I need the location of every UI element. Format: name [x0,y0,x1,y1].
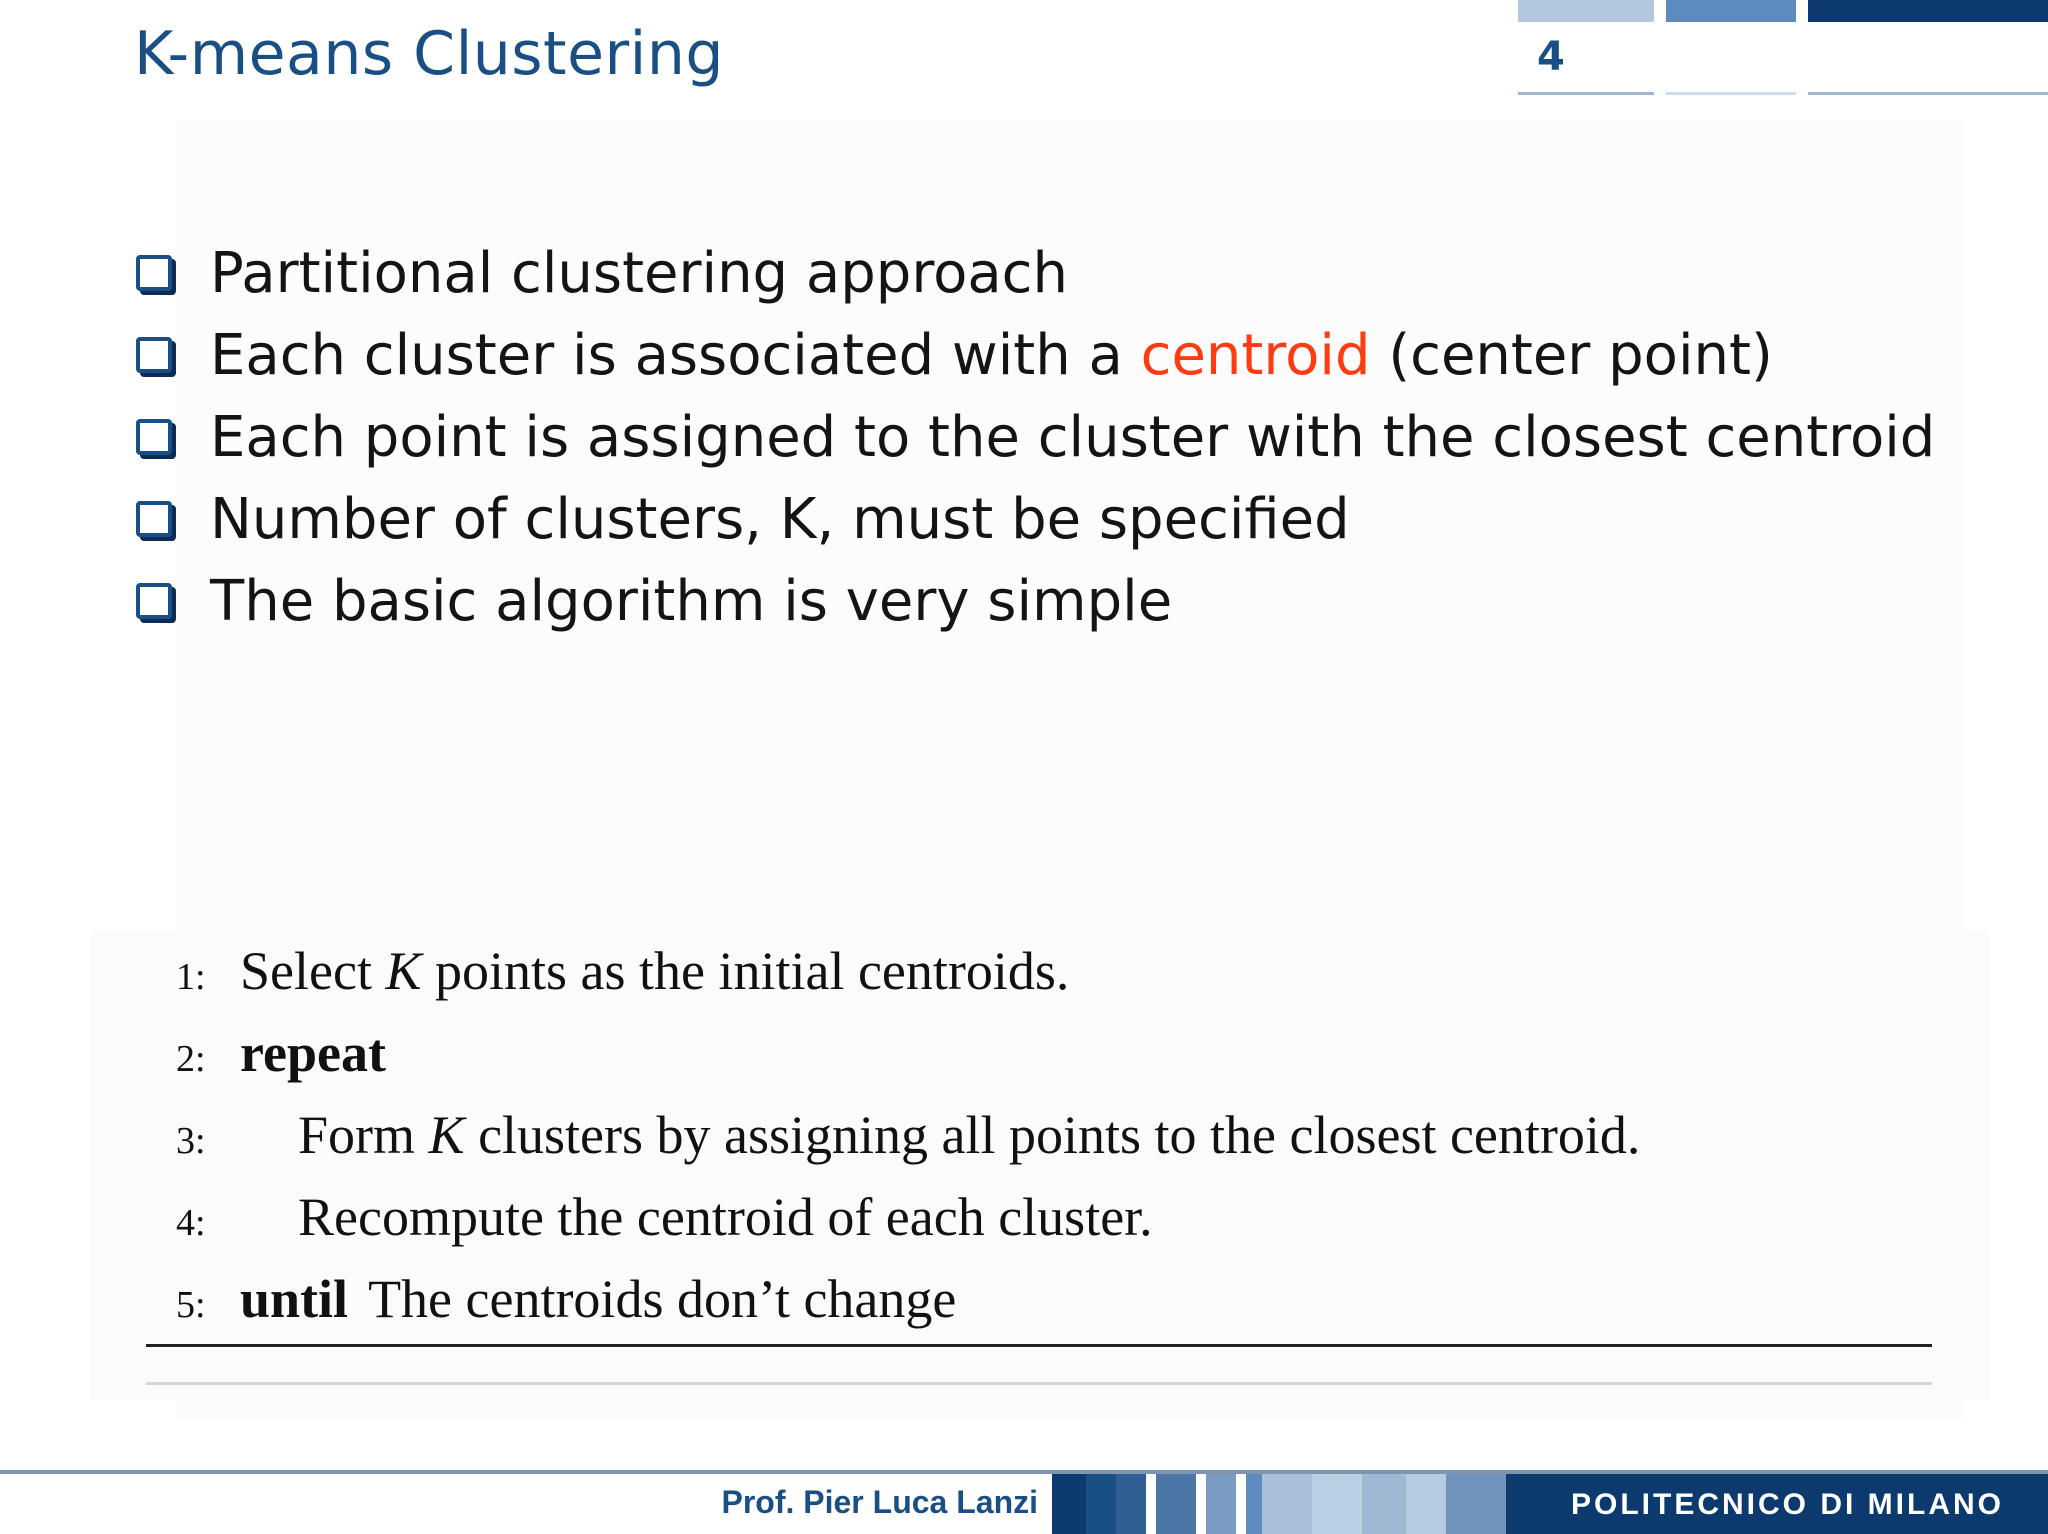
checkbox-bullet-icon [136,337,172,373]
bullet-item [136,560,1935,642]
bullet-text: Each point is assigned to the cluster with the closest centroid [210,404,1936,470]
bullet-list [136,232,1935,642]
footer-stripe [1262,1474,1312,1534]
line-text-before: Form [298,1105,429,1165]
bullet-item [136,314,1935,396]
algorithm-line [176,1176,1640,1258]
header-bar-medium [1666,0,1796,22]
line-number: 1: [176,956,206,998]
checkbox-bullet-icon [136,501,172,537]
footer-stripe [1196,1474,1206,1534]
header-underline [1808,92,2048,95]
line-text-after: clusters by assigning all points to the closest centroid. [464,1105,1641,1165]
header-bar-dark [1808,0,2048,22]
line-text-before: Select [240,941,386,1001]
line-number: 4: [176,1202,206,1244]
line-number: 2: [176,1038,206,1080]
header-decoration [1518,0,2048,110]
footer-stripe [1086,1474,1116,1534]
footer-stripe [1246,1474,1262,1534]
bullet-text: Number of clusters, K, must be specified [210,486,1350,552]
bullet-text [210,323,1773,388]
centroid-highlight: centroid [1140,322,1371,388]
footer-stripe [1052,1474,1086,1534]
header-underline [1666,92,1796,95]
footer-stripe [1406,1474,1446,1534]
keyword-repeat: repeat [240,1023,386,1083]
bullet-item [136,478,1935,560]
footer-institution: POLITECNICO DI MILANO [1571,1488,2004,1521]
algorithm-line [176,1258,1640,1340]
line-number: 3: [176,1120,206,1162]
line-text: The centroids don’t change [368,1269,957,1329]
footer [0,1470,2048,1534]
algorithm-box [90,930,1990,1400]
bullet-text: Partitional clustering approach [210,240,1068,306]
checkbox-bullet-icon [136,583,172,619]
footer-stripe [1146,1474,1156,1534]
footer-stripe [1446,1474,1506,1534]
checkbox-bullet-icon [136,255,172,291]
algorithm-lines [176,930,1640,1340]
bullet-item [136,232,1935,314]
footer-stripe [1312,1474,1362,1534]
header-bar-light [1518,0,1654,22]
page-number: 4 [1537,34,1565,80]
bullet-item [136,396,1935,478]
line-number: 5: [176,1284,206,1326]
algorithm-line [176,930,1640,1012]
line-text: Recompute the centroid of each cluster. [298,1187,1153,1247]
footer-author: Prof. Pier Luca Lanzi [721,1484,1038,1520]
footer-stripe [1362,1474,1406,1534]
algorithm-line [176,1094,1640,1176]
header-underline [1518,92,1654,95]
checkbox-bullet-icon [136,419,172,455]
footer-stripe [1116,1474,1146,1534]
footer-stripe [1236,1474,1246,1534]
variable-k: K [428,1105,465,1165]
algorithm-rule-light [146,1382,1932,1385]
algorithm-line [176,1012,1640,1094]
bullet-text-after: (center point) [1370,322,1773,388]
footer-stripe [1206,1474,1236,1534]
keyword-until: until [240,1269,349,1329]
bullet-text-before: Each cluster is associated with a [210,322,1141,388]
bullet-text: The basic algorithm is very simple [210,568,1173,634]
variable-k: K [385,941,422,1001]
footer-stripe [1156,1474,1196,1534]
algorithm-rule [146,1344,1932,1347]
slide-title: K-means Clustering [134,19,724,89]
line-text-after: points as the initial centroids. [421,941,1070,1001]
